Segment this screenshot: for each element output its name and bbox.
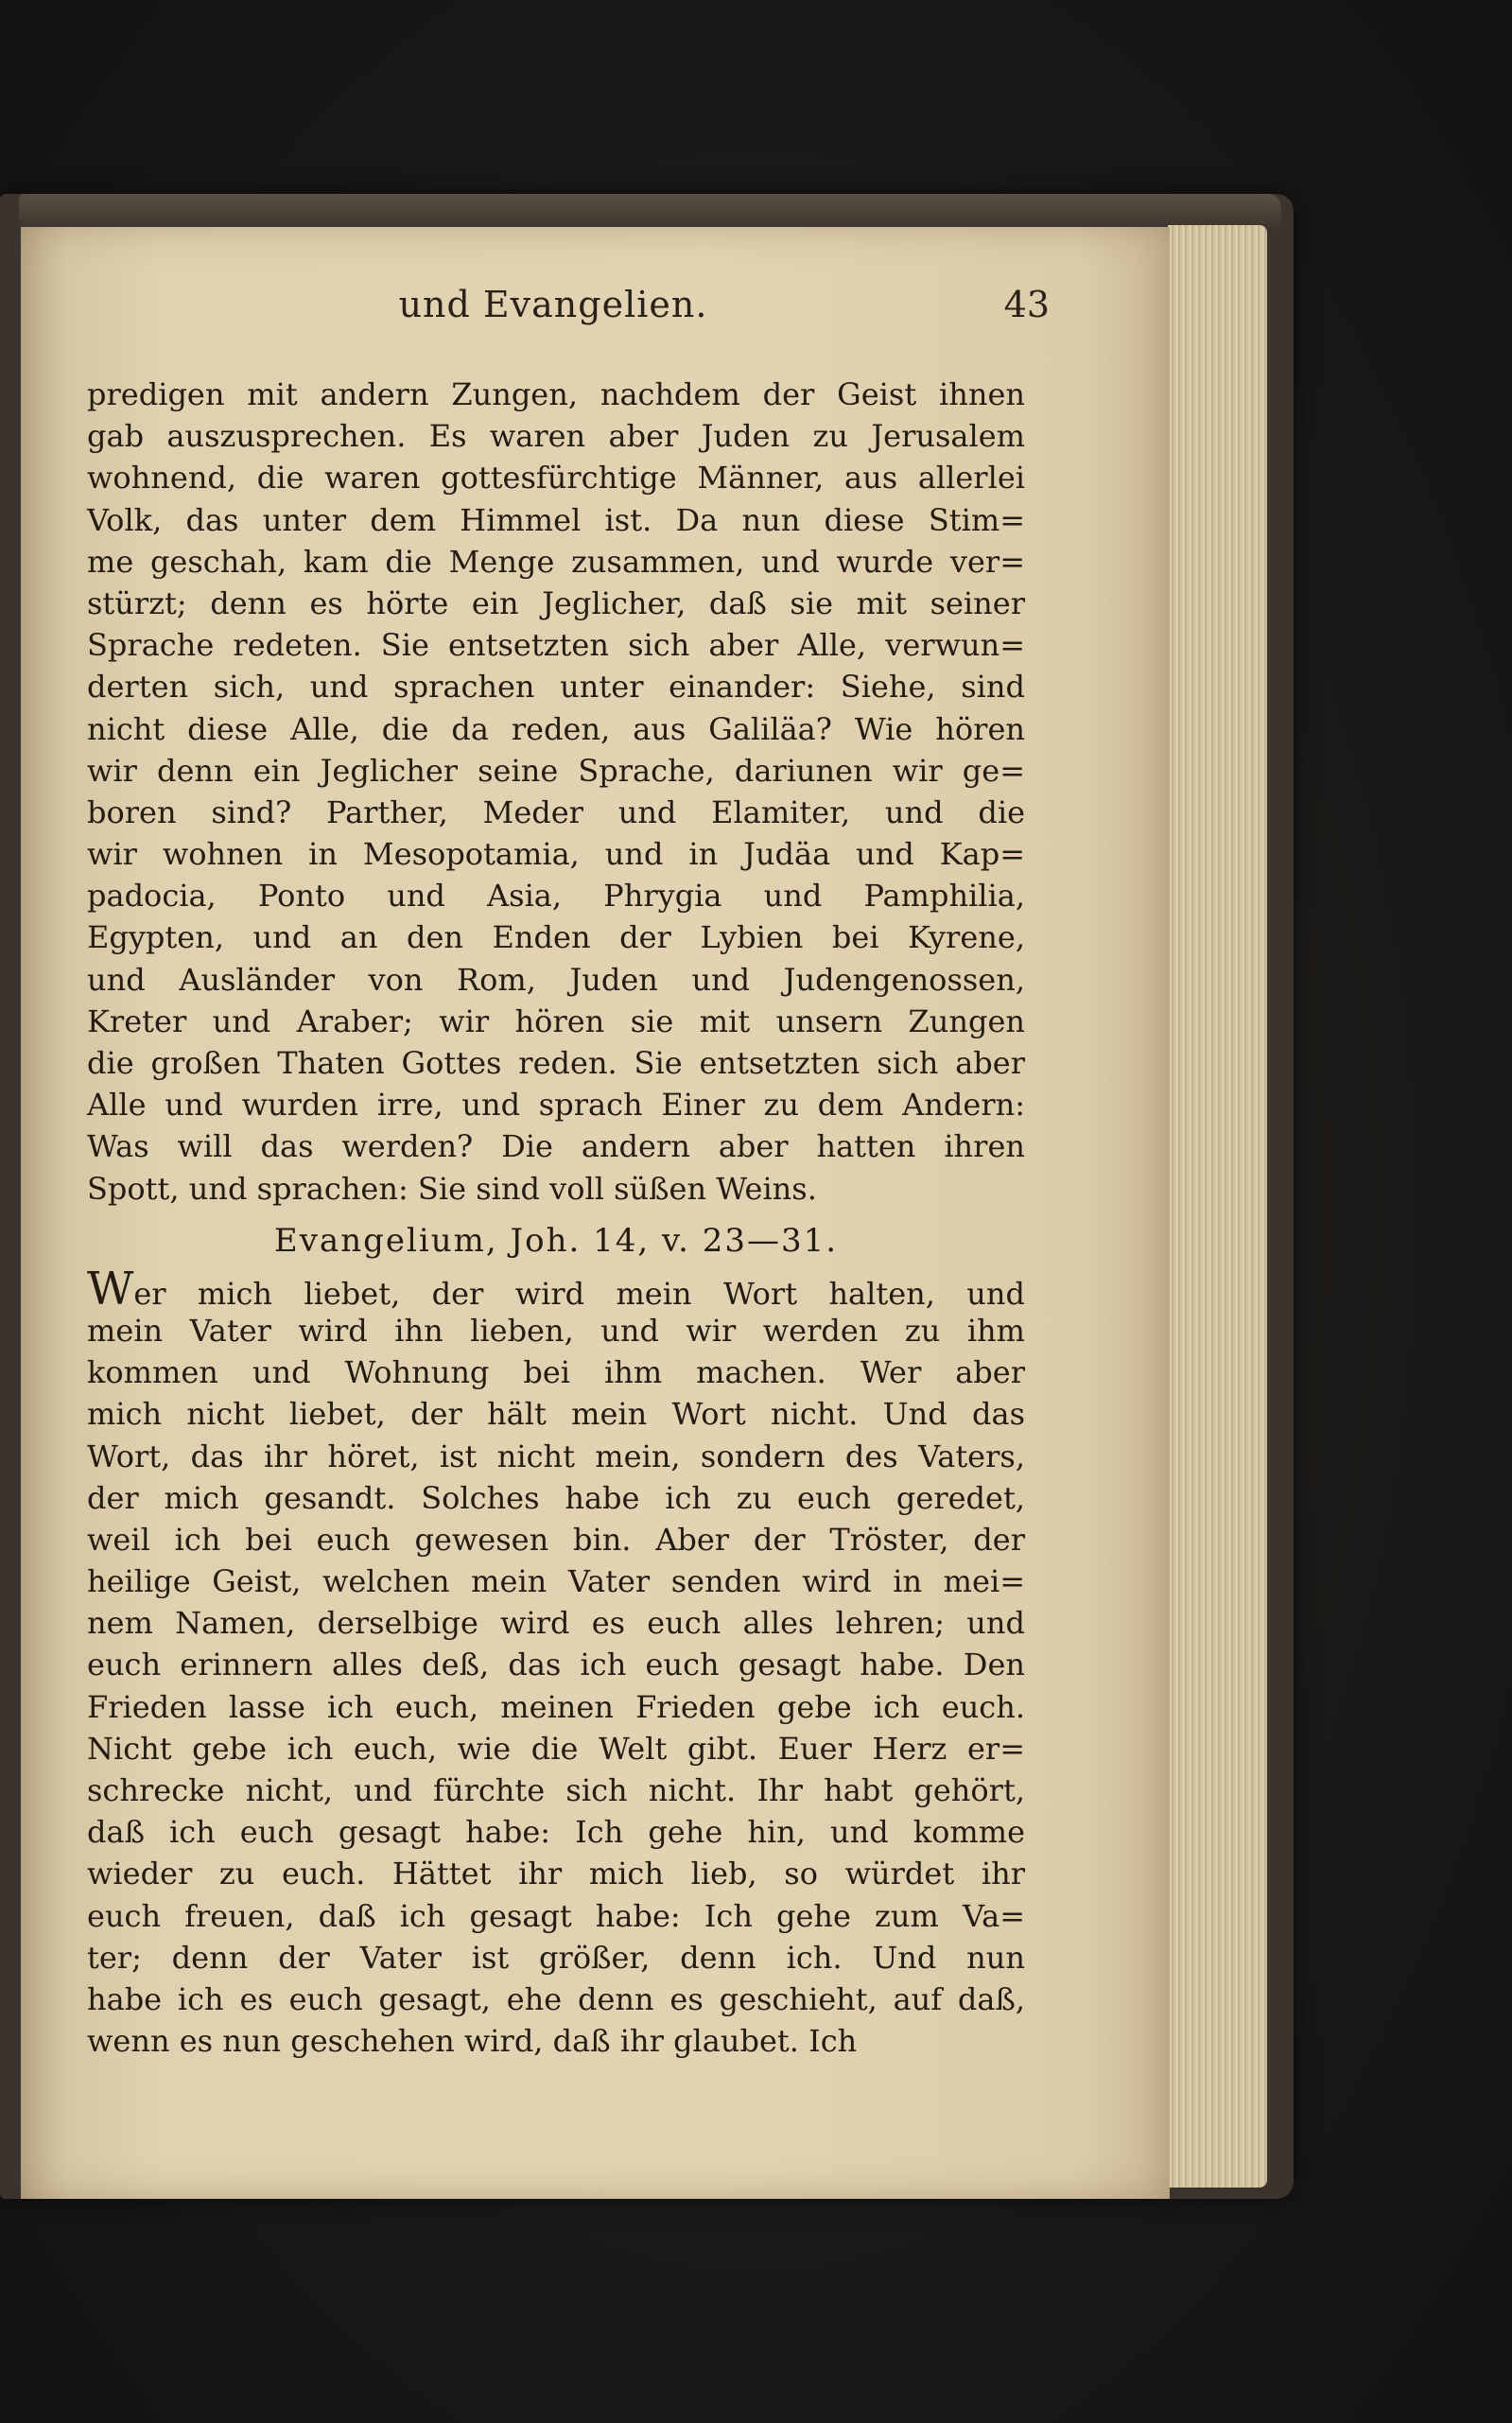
text-line: und Ausländer von Rom, Juden und Judengenossen,	[87, 961, 1025, 998]
text-line: daß ich euch gesagt habe: Ich gehe hin, und komme	[87, 1814, 1025, 1851]
text-line: euch freuen, daß ich gesagt habe: Ich gehe zum Va=	[87, 1897, 1025, 1934]
text-line: euch erinnern alles deß, das ich euch gesagt habe. Den	[87, 1647, 1025, 1683]
text-line: Wort, das ihr höret, ist nicht mein, sondern des Vaters,	[87, 1438, 1025, 1474]
book-cover-top-edge	[19, 194, 1281, 232]
page-header	[85, 284, 1050, 340]
text-line: Sprache redeten. Sie entsetzten sich aber Alle, verwun=	[87, 627, 1025, 664]
text-line-first	[87, 1262, 1025, 1316]
text-line: stürzt; denn es hörte ein Jeglicher, daß sie mit seiner	[87, 584, 1025, 621]
text-line: nicht diese Alle, die da reden, aus Galiläa? Wie hören	[87, 710, 1025, 747]
text-line: wieder zu euch. Hättet ihr mich lieb, so würdet ihr	[87, 1856, 1025, 1892]
first-line-rest: er mich liebet, der wird mein Wort halten, und	[133, 1275, 1025, 1312]
text-line: die großen Thaten Gottes reden. Sie entsetzten sich aber	[87, 1045, 1025, 1081]
text-line: mein Vater wird ihn lieben, und wir werden zu ihm	[87, 1312, 1025, 1349]
text-line: Was will das werden? Die andern aber hatten ihren	[87, 1128, 1025, 1165]
text-line: Nicht gebe ich euch, wie die Welt gibt. Euer Herz er=	[87, 1730, 1025, 1767]
body-text	[87, 374, 1025, 2062]
running-head: und Evangelien.	[398, 284, 708, 325]
text-line: gab auszusprechen. Es waren aber Juden zu Jerusalem	[87, 418, 1025, 455]
text-line: Kreter und Araber; wir hören sie mit unsern Zungen	[87, 1002, 1025, 1039]
text-line: wenn es nun geschehen wird, daß ihr glaubet. Ich	[87, 2023, 858, 2060]
text-line: Spott, und sprachen: Sie sind voll süßen Weins.	[87, 1170, 817, 1207]
text-line: wohnend, die waren gottesfürchtige Männer, aus allerlei	[87, 460, 1025, 497]
text-line: mich nicht liebet, der hält mein Wort nicht. Und das	[87, 1396, 1025, 1433]
page-number: 43	[1003, 284, 1050, 325]
text-line: der mich gesandt. Solches habe ich zu euch geredet,	[87, 1479, 1025, 1516]
text-line: heilige Geist, welchen mein Vater senden wird in mei=	[87, 1563, 1025, 1600]
page-edges	[1168, 225, 1267, 2188]
text-line: Egypten, und an den Enden der Lybien bei Kyrene,	[87, 919, 1025, 956]
text-line: Volk, das unter dem Himmel ist. Da nun diese Stim=	[87, 501, 1025, 538]
drop-cap: W	[87, 1262, 134, 1316]
text-line: schrecke nicht, und fürchte sich nicht. Ihr habt gehört,	[87, 1772, 1025, 1808]
paragraph-gospel	[87, 1262, 1025, 2063]
text-line: Alle und wurden irre, und sprach Einer zu dem Andern:	[87, 1087, 1025, 1124]
text-line: me geschah, kam die Menge zusammen, und wurde ver=	[87, 543, 1025, 580]
text-line: nem Namen, derselbige wird es euch alles lehren; und	[87, 1605, 1025, 1642]
text-line: weil ich bei euch gewesen bin. Aber der Tröster, der	[87, 1521, 1025, 1558]
text-line: predigen mit andern Zungen, nachdem der Geist ihnen	[87, 376, 1025, 412]
text-line: ter; denn der Vater ist größer, denn ich. Und nun	[87, 1939, 1025, 1976]
text-line: wir denn ein Jeglicher seine Sprache, dariunen wir ge=	[87, 752, 1025, 789]
text-line: Frieden lasse ich euch, meinen Frieden gebe ich euch.	[87, 1688, 1025, 1725]
text-line: kommen und Wohnung bei ihm machen. Wer aber	[87, 1354, 1025, 1391]
paragraph-acts	[87, 374, 1025, 1210]
text-line: habe ich es euch gesagt, ehe denn es geschieht, auf daß,	[87, 1980, 1025, 2017]
text-line: wir wohnen in Mesopotamia, und in Judäa und Kap=	[87, 836, 1025, 873]
section-heading: Evangelium, Joh. 14, v. 23—31.	[273, 1221, 839, 1260]
text-line: derten sich, und sprachen unter einander: Siehe, sind	[87, 669, 1025, 706]
text-line: padocia, Ponto und Asia, Phrygia und Pamphilia,	[87, 878, 1025, 915]
text-line: boren sind? Parther, Meder und Elamiter, und die	[87, 793, 1025, 830]
